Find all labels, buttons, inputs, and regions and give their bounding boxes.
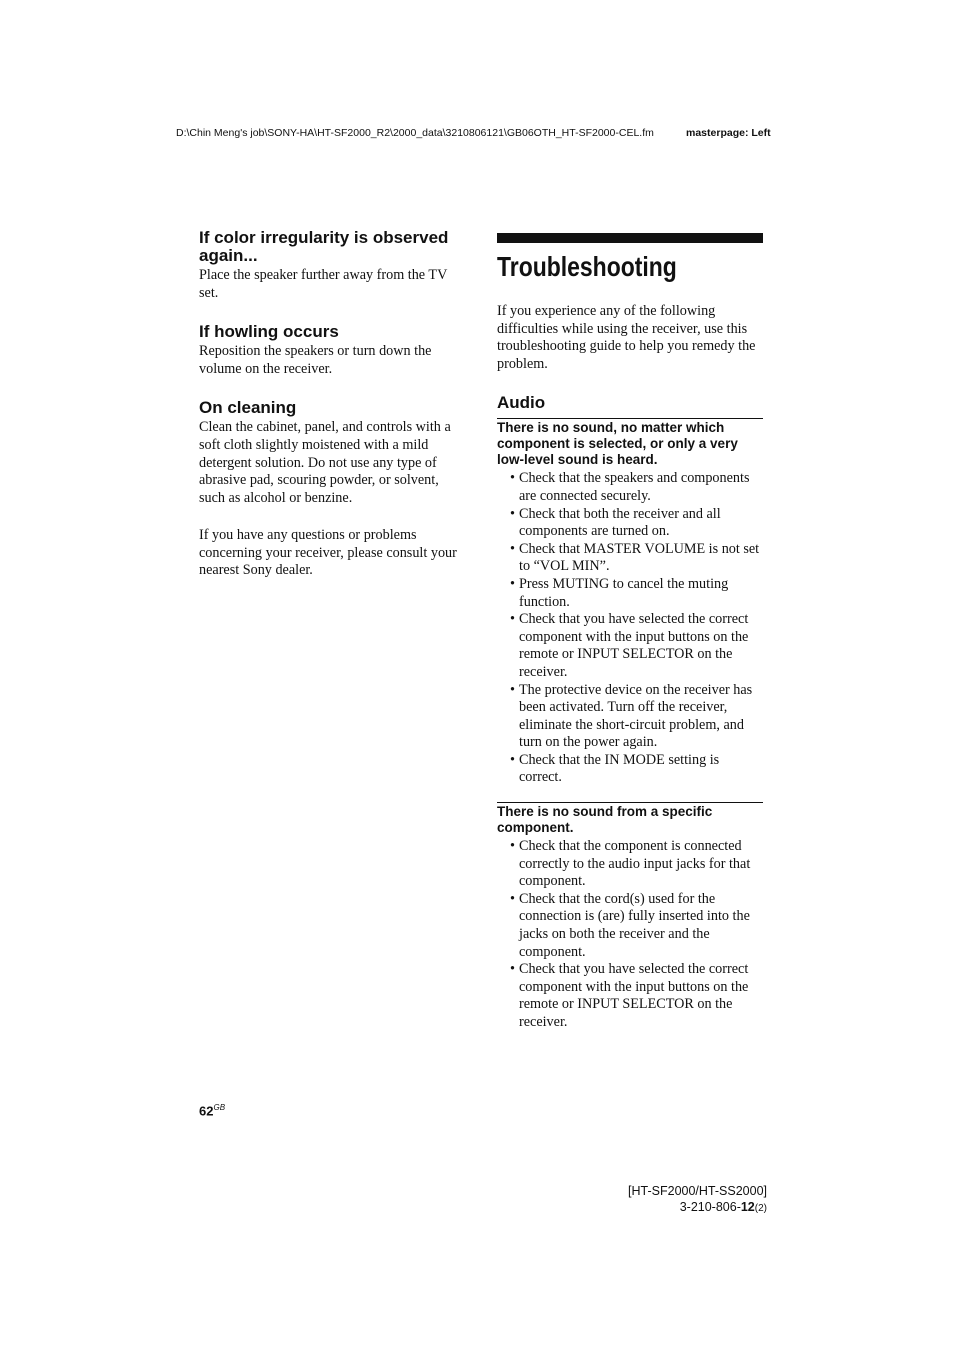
body-howling: Reposition the speakers or turn down the volume on the receiver. — [199, 343, 432, 377]
masterpage-label: masterpage: Left — [686, 127, 771, 139]
title-bar — [497, 233, 763, 243]
section-heading-audio: Audio — [497, 393, 546, 413]
model-info — [628, 1183, 767, 1217]
checklist-specific-component — [497, 838, 763, 1032]
list-item: • Check that both the receiver and all components are turned on. — [510, 505, 721, 540]
problem-no-sound: There is no sound, no matter which component is selected, or only a very low-level sound is heard. — [497, 420, 738, 468]
body-color-irregularity: Place the speaker further away from the TV set. — [199, 267, 448, 301]
list-item: • Press MUTING to cancel the muting function. — [510, 575, 729, 610]
closing-paragraph: If you have any questions or problems concerning your receiver, please consult your nearest Sony dealer. — [199, 526, 457, 579]
list-item: • Check that you have selected the correct component with the input buttons on the remote or INPUT SELECTOR on the receiver. — [510, 961, 749, 1030]
part-number: 3-210-806-12(2) — [679, 1200, 767, 1214]
list-item: • The protective device on the receiver has been activated. Turn off the receiver, eliminate the short-circuit problem, and turn on the power again. — [510, 681, 753, 751]
left-column — [199, 229, 467, 580]
right-column — [497, 233, 763, 1032]
heading-color-irregularity: If color irregularity is observed again... — [199, 228, 449, 265]
page-number: $62^{GB}$ — [199, 1103, 226, 1119]
heading-howling: If howling occurs — [199, 322, 339, 342]
list-item: • Check that the cord(s) used for the connection is (are) fully inserted into the jacks on both the receiver and the component. — [510, 890, 750, 960]
file-path: D:\Chin Meng's job\SONY-HA\HT-SF2000_R2\2000_data\3210806121\GB06OTH_HT-SF2000-CEL.fm — [176, 127, 654, 139]
list-item: • Check that the IN MODE setting is correct. — [510, 751, 720, 786]
list-item: • Check that MASTER VOLUME is not set to “VOL MIN”. — [510, 540, 760, 575]
list-item: • Check that the component is connected correctly to the audio input jacks for that component. — [510, 838, 751, 890]
heading-cleaning: On cleaning — [199, 398, 297, 418]
model-line: [HT-SF2000/HT-SS2000] — [628, 1184, 767, 1198]
list-item: • Check that you have selected the correct component with the input buttons on the remote or INPUT SELECTOR on the receiver. — [510, 611, 749, 680]
list-item: • Check that the speakers and components are connected securely. — [510, 470, 750, 504]
problem-specific-component: There is no sound from a specific component. — [497, 804, 713, 836]
intro-paragraph: If you experience any of the following difficulties while using the receiver, use this troubleshooting guide to help you remedy the problem. — [497, 303, 756, 372]
body-cleaning: Clean the cabinet, panel, and controls with a soft cloth slightly moistened with a mild detergent solution. Do not use any type of abrasive pad, scouring powder, or solvent, such as alcohol or benzine. — [199, 419, 451, 506]
page-title: Troubleshooting — [497, 251, 677, 282]
checklist-no-sound — [497, 470, 763, 787]
